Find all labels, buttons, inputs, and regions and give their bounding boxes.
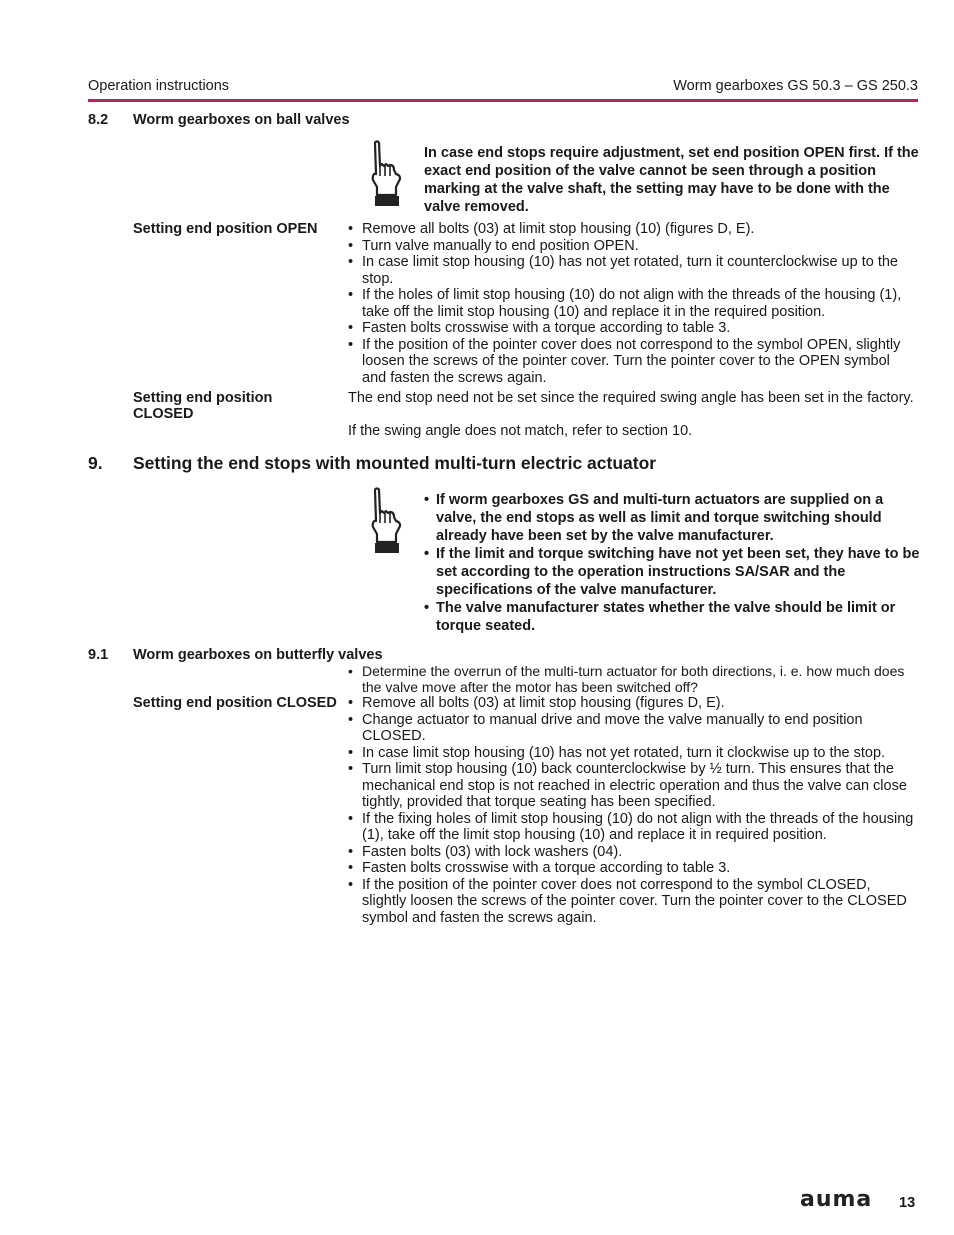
list-item: • If the fixing holes of limit stop housing (10) do not align with the threads of the housing (1), take off the limit stop housing (10) and replace it in required position. [348,811,918,844]
list-item: • Change actuator to manual drive and move the valve manually to end position CLOSED. [348,712,918,745]
section-number-8-2: 8.2 [88,112,109,128]
section-number-9-1: 9.1 [88,647,109,663]
list-item: • In case limit stop housing (10) has not yet rotated, turn it counterclockwise up to the stop. [348,254,918,287]
section-title-9-1: Worm gearboxes on butterfly valves [133,647,383,663]
list-item: • If the position of the pointer cover does not correspond to the symbol OPEN, slightly loosen the screws of the pointer cover. Turn the pointer cover to the OPEN symbol and fasten the screws again. [348,337,918,387]
list-item: • In case limit stop housing (10) has not yet rotated, turn it clockwise up to the stop. [348,745,918,762]
auma-logo: auma [800,1187,873,1212]
header-title-right: Worm gearboxes GS 50.3 – GS 250.3 [673,78,918,94]
header-rule [88,99,918,102]
note-8-2: In case end stops require adjustment, set end position OPEN first. If the exact end position of the valve cannot be seen through a position marking at the valve shaft, the setting may have to be done with the valve removed. [424,145,919,215]
overrun-list [348,663,918,695]
section-title-9: Setting the end stops with mounted multi-turn electric actuator [133,453,657,473]
label-setting-closed-line-1: Setting end position [133,390,273,406]
note-item: • If worm gearboxes GS and multi-turn actuators are supplied on a valve, the end stops as well as limit and torque switching should already have been set by the valve manufacturer. [424,491,920,545]
closed-text-1: The end stop need not be set since the required swing angle has been set in the factory. [348,390,914,406]
note-item: • If the limit and torque switching have not yet been set, they have to be set according to the operation instructions SA/SAR and the specifications of the valve manufacturer. [424,545,920,599]
closed-steps-list [348,695,918,926]
closed-text-2: If the swing angle does not match, refer to section 10. [348,423,693,439]
section-number-9: 9. [88,453,103,473]
list-item: • Remove all bolts (03) at limit stop housing (10) (figures D, E). [348,221,918,238]
list-item: • Remove all bolts (03) at limit stop housing (figures D, E). [348,695,918,712]
open-steps-list [348,221,918,386]
label-setting-closed-line-2: CLOSED [133,406,194,422]
list-item: • If the holes of limit stop housing (10) do not align with the threads of the housing (1), take off the limit stop housing (10) and replace it in the required position. [348,287,918,320]
pointing-hand-icon [366,140,406,213]
list-item: • If the position of the pointer cover does not correspond to the symbol CLOSED, slightly loosen the screws of the pointer cover. Turn the pointer cover to the CLOSED symbol and fasten the screws again. [348,877,918,927]
list-item: • Determine the overrun of the multi-turn actuator for both directions, i. e. how much does the valve move after the motor has been switched off? [348,663,918,695]
list-item: • Fasten bolts crosswise with a torque according to table 3. [348,320,918,337]
page-number: 13 [899,1195,916,1211]
list-item: • Fasten bolts crosswise with a torque according to table 3. [348,860,918,877]
pointing-hand-icon [366,487,406,560]
header-title-left: Operation instructions [88,78,230,94]
note-9-list [424,491,920,635]
section-title-8-2: Worm gearboxes on ball valves [133,112,350,128]
note-item: • The valve manufacturer states whether the valve should be limit or torque seated. [424,599,920,635]
list-item: • Turn limit stop housing (10) back counterclockwise by ½ turn. This ensures that the mechanical end stop is not reached in electric operation and thus the valve can close tightly, provided that torque seating has been specified. [348,761,918,811]
label-setting-open: Setting end position OPEN [133,221,318,237]
list-item: • Fasten bolts (03) with lock washers (04). [348,844,918,861]
list-item: • Turn valve manually to end position OPEN. [348,238,918,255]
label-setting-closed-9-1: Setting end position CLOSED [133,695,337,711]
